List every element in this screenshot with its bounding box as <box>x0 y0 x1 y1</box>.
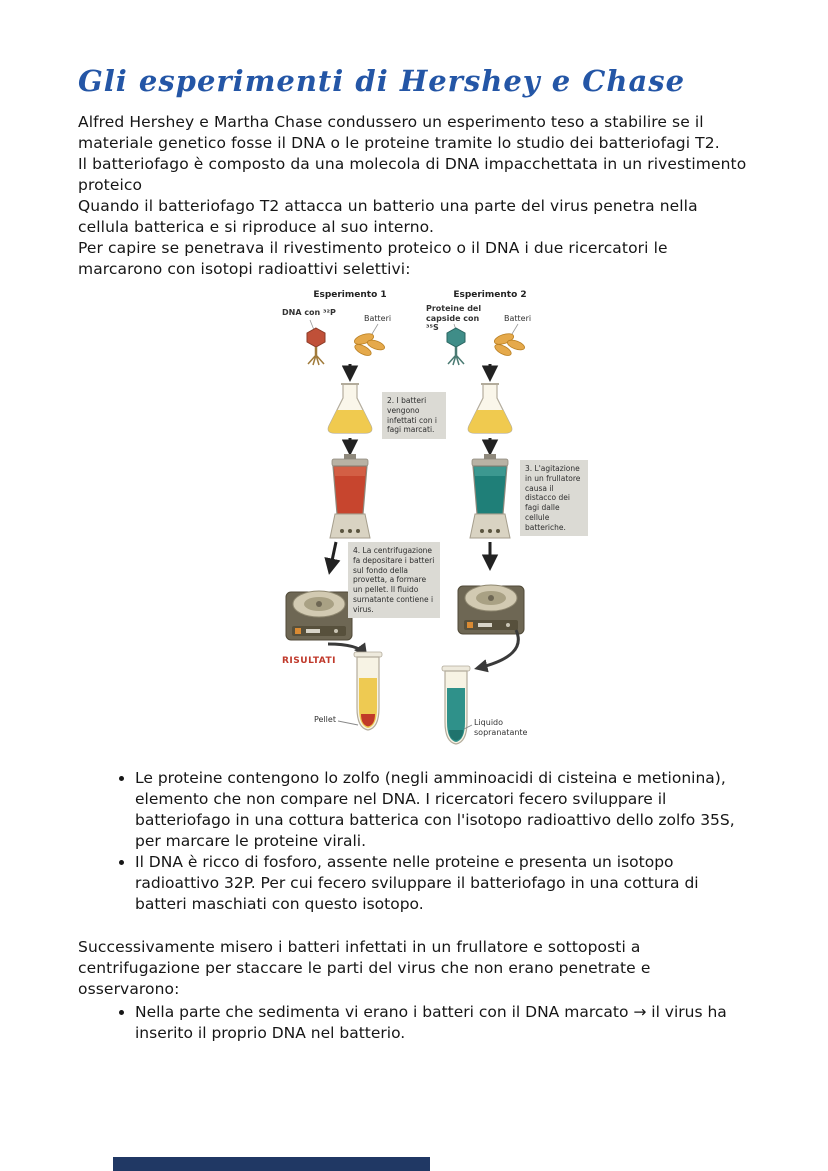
label-pointer-lines <box>310 320 518 334</box>
pellet-pointer-line <box>338 721 358 725</box>
results-bullet-list <box>78 1002 750 1044</box>
experiment-diagram <box>278 288 588 750</box>
paragraph-centrifuge: Successivamente misero i batteri infettati in un frullatore e sottoposti a centrifugazione per staccare le parti del virus che non erano penetrate e osservarono: <box>78 938 651 998</box>
paragraph-phage-attack: Quando il batteriofago T2 attacca un batterio una parte del virus penetra nella cellula batterica e si riproduce al suo interno. <box>78 197 698 236</box>
isotope-bullet-list <box>78 768 750 915</box>
dna-32p-label: DNA con ³²P <box>282 308 336 317</box>
centrifuge-exp1 <box>286 591 352 640</box>
list-item: • Le proteine contengono lo zolfo (negli amminoacidi di cisteina e metionina), elemento che non compare nel DNA. I ricercatori fecero sviluppare il batteriofago in una cottura batterica con l'isotopo radioattivo dello zolfo 35S, per marcare le proteine virali. <box>135 768 750 852</box>
phage-icon-exp1 <box>307 328 325 365</box>
centrifuge-exp2 <box>458 585 524 634</box>
bacteria-icon-exp1 <box>353 332 386 358</box>
next-section-bar <box>113 1157 430 1171</box>
test-tube-exp2 <box>442 666 470 744</box>
list-item: • Nella parte che sedimenta vi erano i batteri con il DNA marcato → il virus ha inserito il proprio DNA nel batterio. <box>135 1002 750 1044</box>
flask-exp2 <box>468 384 512 433</box>
bacteria-icon-exp2 <box>493 332 526 358</box>
experiment2-label: Esperimento 2 <box>453 290 527 300</box>
curved-arrow-icon <box>478 630 518 668</box>
paragraph-marking: Per capire se penetrava il rivestimento proteico o il DNA i due ricercatori le marcarono con isotopi radioattivi selettivi: <box>78 239 668 278</box>
blender-exp2 <box>470 454 510 538</box>
paragraph-intro: Alfred Hershey e Martha Chase condussero un esperimento teso a stabilire se il materiale genetico fosse il DNA o le proteine tramite lo studio dei batteriofagi T2. <box>78 113 720 152</box>
page-title: Gli esperimenti di Hershey e Chase <box>78 64 686 98</box>
down-arrow-icon <box>330 542 336 570</box>
supernatant-label: Liquido sopranatante <box>474 718 528 737</box>
batteri-label-right: Batteri <box>504 314 532 323</box>
paragraph-phage-structure: Il batteriofago è composto da una molecola di DNA impacchettata in un rivestimento proteico <box>78 155 747 194</box>
capsid-35s-label: Proteine del capside con ³⁵S <box>426 304 482 333</box>
test-tube-exp1 <box>354 652 382 730</box>
step2-box: 2. I batteri vengono infettati con i fagi marcati. <box>382 392 446 439</box>
phage-icon-exp2 <box>447 328 465 365</box>
step4-box: 4. La centrifugazione fa depositare i batteri sul fondo della provetta, a formare un pellet. Il fluido surnatante contiene i virus. <box>348 542 440 618</box>
blender-exp1 <box>330 454 370 538</box>
flask-exp1 <box>328 384 372 433</box>
experiment1-label: Esperimento 1 <box>313 290 387 300</box>
risultati-label: RISULTATI <box>282 656 337 666</box>
list-item: • Il DNA è ricco di fosforo, assente nelle proteine e presenta un isotopo radioattivo 32P. Per cui fecero sviluppare il batteriofago in una cottura di batteri maschiati con questo isotopo. <box>135 852 750 915</box>
batteri-label-left: Batteri <box>364 314 392 323</box>
pellet-label: Pellet <box>314 715 336 724</box>
step3-box: 3. L'agitazione in un frullatore causa il distacco dei fagi dalle cellule batteriche. <box>520 460 588 536</box>
